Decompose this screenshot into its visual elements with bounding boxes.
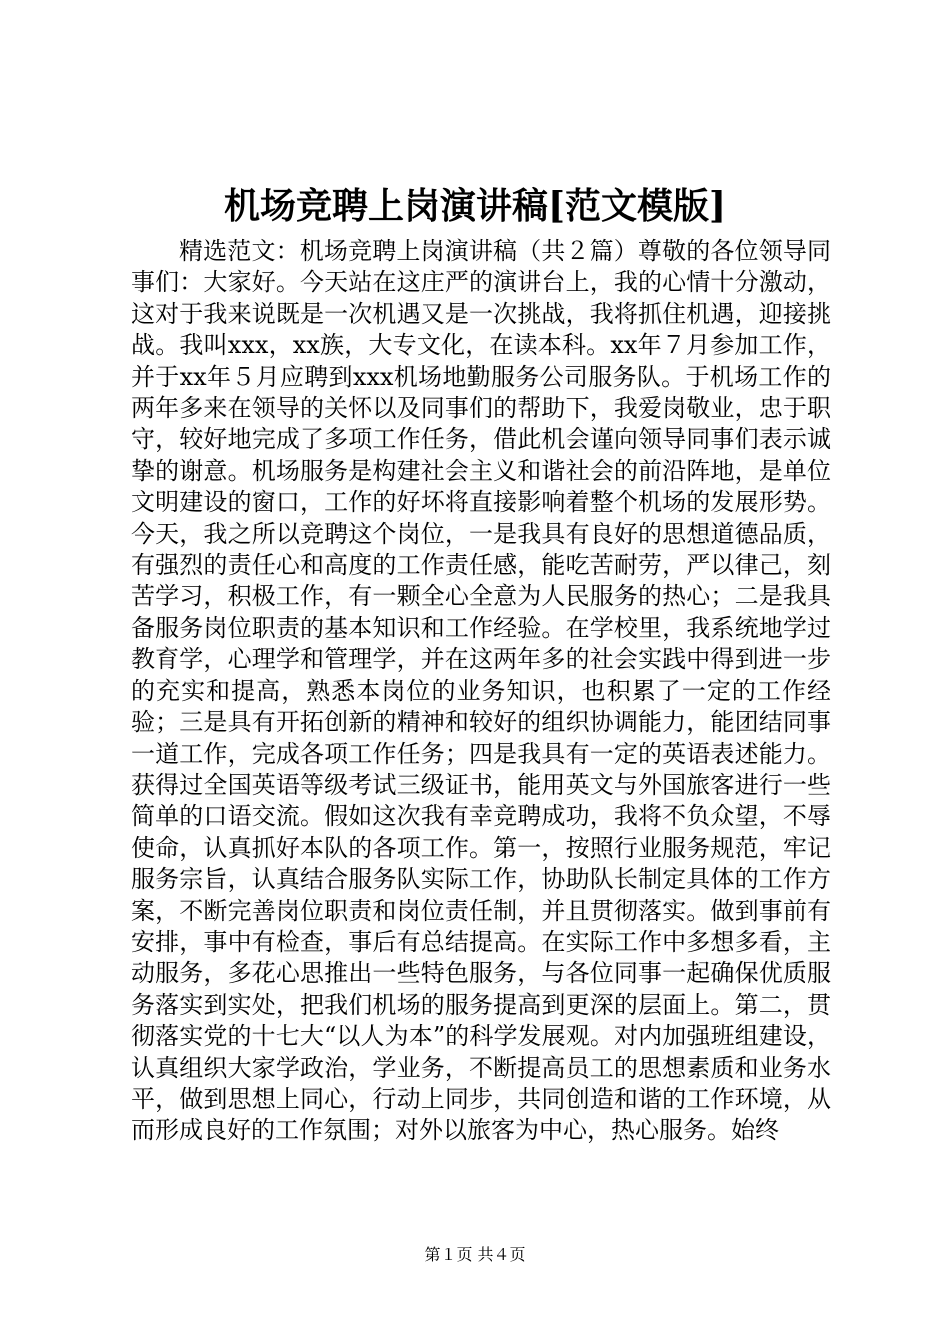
page-footer: 第１页 共４页 <box>424 1245 526 1264</box>
document-title: 机场竞聘上岗演讲稿[范文模版] <box>223 185 727 227</box>
document-body: 精选范文：机场竞聘上岗演讲稿（共２篇）尊敬的各位领导同事们：大家好。今天站在这庄严的演讲台上，我的心情十分激动，这对于我来说既是一次机遇又是一次挑战，我将抓住机遇，迎接挑战。我叫xxx，xx族，大专文化，在读本科。xx年７月参加工作，并于xx年５月应聘到xxx机场地勤服务公司服务队。于机场工作的两年多来在领导的关怀以及同事们的帮助下，我爱岗敬业，忠于职守，较好地完成了多项工作任务，借此机会谨向领导同事们表示诚挚的谢意。机场服务是构建社会主义和谐社会的前沿阵地，是单位文明建设的窗口，工作的好坏将直接影响着整个机场的发展形势。今天，我之所以竞聘这个岗位，一是我具有良好的思想道德品质，有强烈的责任心和高度的工作责任感，能吃苦耐劳，严以律己，刻苦学习，积极工作，有一颗全心全意为人民服务的热心；二是我具备服务岗位职责的基本知识和工作经验。在学校里，我系统地学过教育学，心理学和管理学，并在这两年多的社会实践中得到进一步的充实和提高，熟悉本岗位的业务知识，也积累了一定的工作经验；三是具有开拓创新的精神和较好的组织协调能力，能团结同事一道工作，完成各项工作任务；四是我具有一定的英语表述能力。获得过全国英语等级考试三级证书，能用英文与外国旅客进行一些简单的口语交流。假如这次我有幸竞聘成功，我将不负众望，不辱使命，认真抓好本队的各项工作。第一，按照行业服务规范，牢记服务宗旨，认真结合服务队实际工作，协助队长制定具体的工作方案，不断完善岗位职责和岗位责任制，并且贯彻落实。做到事前有安排，事中有检查，事后有总结提高。在实际工作中多想多看，主动服务，多花心思推出一些特色服务，与各位同事一起确保优质服务落实到实处，把我们机场的服务提高到更深的层面上。第二，贯彻落实党的十七大“以人为本”的科学发展观。对内加强班组建设，认真组织大家学政治，学业务，不断提高员工的思想素质和业务水平，做到思想上同心，行动上同步，共同创造和谐的工作环境，从而形成良好的工作氛围；对外以旅客为中心，热心服务。始终 <box>131 237 831 1145</box>
